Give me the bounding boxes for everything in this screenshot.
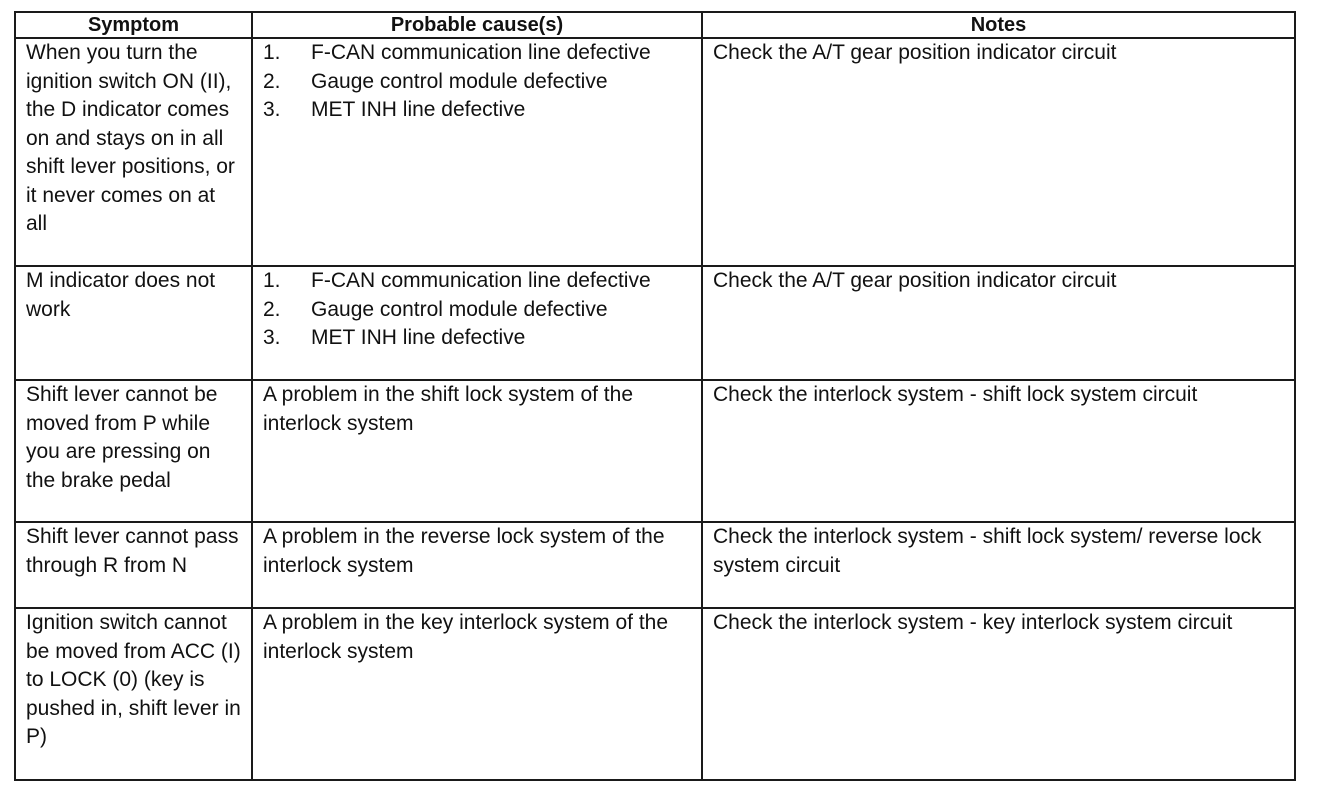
- table-row: [15, 522, 1295, 608]
- cause-number: 3.: [263, 98, 281, 121]
- symptom-cell: M indicator does not work: [15, 266, 252, 380]
- symptom-cell: Shift lever cannot pass through R from N: [15, 522, 252, 608]
- cause-item: [263, 39, 691, 68]
- cause-number: 1.: [263, 41, 281, 64]
- notes-cell: Check the A/T gear position indicator circuit: [702, 266, 1295, 380]
- cause-number: 1.: [263, 269, 281, 292]
- header-row: [15, 12, 1295, 38]
- cause-text: Gauge control module defective: [311, 297, 608, 321]
- cause-item: [263, 296, 691, 325]
- cause-cell: A problem in the reverse lock system of the interlock system: [252, 522, 702, 608]
- table-row: [15, 266, 1295, 380]
- cause-text: MET INH line defective: [311, 98, 526, 121]
- table-row: [15, 608, 1295, 780]
- header-notes: Notes: [702, 12, 1295, 38]
- header-probable-causes: Probable cause(s): [252, 12, 702, 38]
- symptom-cell: When you turn the ignition switch ON (II), the D indicator comes on and stays on in all shift lever positions, or it never comes on at all: [15, 38, 252, 266]
- cause-cell: [252, 38, 702, 266]
- header-symptom: Symptom: [15, 12, 252, 38]
- cause-cell: A problem in the shift lock system of the interlock system: [252, 380, 702, 522]
- cause-cell: [252, 266, 702, 380]
- table-row: [15, 380, 1295, 522]
- cause-list: [263, 267, 691, 353]
- cause-number: 2.: [263, 297, 281, 321]
- notes-cell: Check the A/T gear position indicator circuit: [702, 38, 1295, 266]
- cause-text: Gauge control module defective: [311, 69, 608, 93]
- table-row: [15, 38, 1295, 266]
- cause-list: [263, 39, 691, 125]
- cause-item: [263, 96, 691, 125]
- cause-item: [263, 267, 691, 296]
- symptom-cell: Shift lever cannot be moved from P while you are pressing on the brake pedal: [15, 380, 252, 522]
- cause-text: F-CAN communication line defective: [311, 269, 651, 292]
- cause-text: F-CAN communication line defective: [311, 41, 651, 64]
- cause-item: [263, 68, 691, 97]
- cause-number: 2.: [263, 69, 281, 93]
- cause-text: MET INH line defective: [311, 326, 526, 349]
- cause-number: 3.: [263, 326, 281, 349]
- cause-cell: A problem in the key interlock system of the interlock system: [252, 608, 702, 780]
- notes-cell: Check the interlock system - key interlock system circuit: [702, 608, 1295, 780]
- troubleshooting-table: [14, 11, 1296, 781]
- symptom-cell: Ignition switch cannot be moved from ACC (I) to LOCK (0) (key is pushed in, shift lever in P): [15, 608, 252, 780]
- notes-cell: Check the interlock system - shift lock system/ reverse lock system circuit: [702, 522, 1295, 608]
- notes-cell: Check the interlock system - shift lock system circuit: [702, 380, 1295, 522]
- cause-item: [263, 324, 691, 353]
